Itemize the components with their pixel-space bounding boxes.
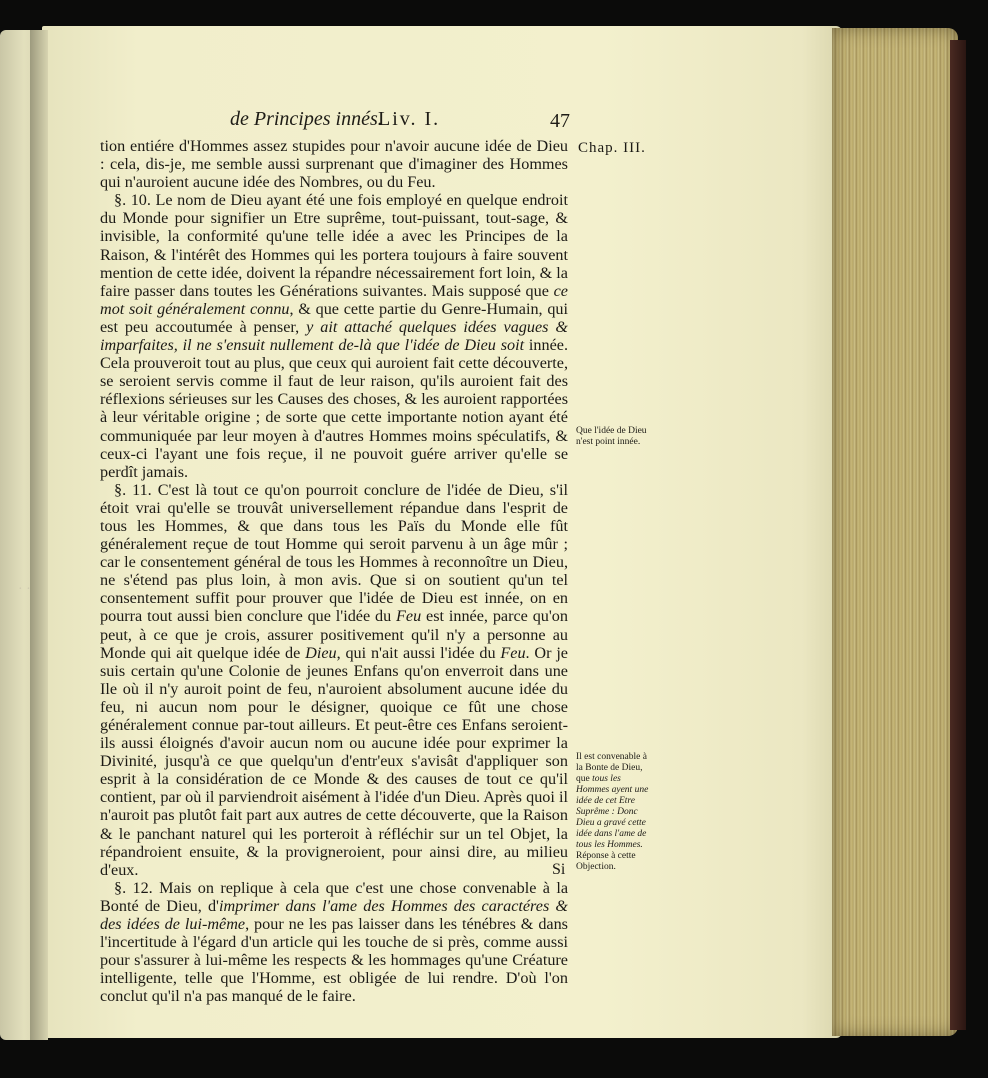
paragraph-section-11 bbox=[100, 481, 568, 879]
margin-note-text: Réponse à cette Objection. bbox=[576, 851, 636, 872]
italic-word: Dieu bbox=[305, 643, 337, 662]
paragraph-continued bbox=[100, 137, 568, 191]
chapter-label: Chap. III. bbox=[578, 140, 646, 156]
italic-phrase: ce mot soit généralement connu bbox=[100, 281, 568, 318]
paragraph-text: , pour ne les pas laisser dans les ténébres & dans l'incertitude à l'égard d'un article qui les touche de si près, comme aussi pour s'assurer à lui-même les respects & les hommages qu'une Créature intelligente, telle que l'Homme, est obligée de lui rendre. D'où l'on conclut qu'il n'a pas manqué de le faire. bbox=[100, 915, 568, 1006]
book-cover-edge bbox=[950, 40, 966, 1030]
paragraph-text: §. 12. Mais on replique à cela que c'est une chose convenable à la Bonté de Dieu, d' bbox=[100, 878, 568, 915]
paragraph-text: est innée, parce qu'on peut, à ce que je crois, assurer positivement qu'il n'y a personne au Monde qui ait quelque idée de bbox=[100, 607, 568, 662]
paragraph-section-10 bbox=[100, 191, 568, 481]
running-title: de Principes innés. bbox=[230, 108, 383, 130]
paragraph-text: tion entiére d'Hommes assez stupides pour n'avoir aucune idée de Dieu : cela, dis-je, me semble aussi surprenant que d'imaginer des Hommes qui n'auroient aucune idée des Nombres, ou du Feu. bbox=[100, 137, 568, 192]
margin-note-objection bbox=[576, 752, 654, 873]
paragraph-text: innée. Cela prouveroit tout au plus, que ceux qui auroient fait cette découverte, se seroient servis comme il faut de leur raison, qu'ils auroient fait des réflexions sérieuses sur les Causes des choses, & les auroient rapportées à leur véritable origine ; de sorte que cette importante notion ayant été communiquée par leur moyen à d'autres Hommes moins spéculatifs, & ceux-ci l'ayant une fois reçue, il ne pouvoit guére arriver qu'elle se perdît jamais. bbox=[100, 336, 569, 481]
page-number: 47 bbox=[550, 110, 570, 132]
page-fore-edge bbox=[832, 28, 958, 1036]
main-text-column bbox=[100, 137, 568, 1006]
margin-note-innate: Que l'idée de Dieu n'est point innée. bbox=[576, 426, 647, 447]
italic-phrase: y ait attaché quelques idées vagues & imparfaites, il ne s'ensuit nullement de-là que l'idée de Dieu soit bbox=[100, 317, 568, 355]
paragraph-text: , & que cette partie du Genre-Humain, qui est peu accoutumée à penser, bbox=[100, 299, 569, 336]
page-header bbox=[230, 108, 570, 134]
paragraph-section-12 bbox=[100, 879, 568, 1006]
italic-phrase: imprimer dans l'ame des Hommes des caractéres & des idées de lui-même bbox=[100, 896, 568, 934]
italic-word: Feu bbox=[396, 607, 422, 626]
margin-note-text: Il est convenable à la Bonte de Dieu, que bbox=[576, 752, 647, 784]
catchword: Si bbox=[552, 861, 566, 878]
paragraph-text: §. 10. Le nom de Dieu ayant été une fois employé en quelque endroit du Monde pour signifier un Etre suprême, tout-puissant, tout-sage, & invisible, la conformité qu'une telle idée a avec les Principes de la Raison, & l'intérêt des Hommes qui les portera toujours à faire souvent mention de cette idée, doivent la répandre nécessairement fort loin, & la faire passer dans toutes les Générations suivantes. Mais supposé que bbox=[100, 191, 568, 300]
paragraph-text: , qui n'ait aussi l'idée du bbox=[336, 643, 501, 662]
book-number: Liv. I. bbox=[378, 108, 441, 130]
binding-gutter bbox=[30, 30, 48, 1040]
paragraph-text: §. 11. C'est là tout ce qu'on pourroit conclure de l'idée de Dieu, s'il étoit vrai qu'elle se trouvât universellement répandue dans l'esprit de tous les Hommes, & que dans tous les Païs du Monde elle fût généralement reçue de tout Homme qui seroit parvenu à un âge mûr ; car le consentement général de tous les Hommes à reconnoître un Dieu, ne s'étend pas plus loin, à mon avis. Que si on soutient qu'un tel consentement suffit pour prouver que l'idée de Dieu est innée, on en pourra tout aussi bien conclure que l'idée du bbox=[100, 480, 568, 626]
italic-word: Feu bbox=[500, 643, 526, 662]
paragraph-text: . Or je suis certain qu'une Colonie de jeunes Enfans qu'on enverroit dans une Ile où il n'y auroit point de feu, n'auroient absolument aucune idée du feu, ni aucun nom pour le désigner, quoique ce fût une chose généralement connue par-tout ailleurs. Et peut-être ces Enfans seroient-ils aussi éloignés d'avoir aucun nom ou aucune idée pour exprimer la Divinité, jusqu'à ce que quelqu'un d'entr'eux s'avisât d'appliquer son esprit à la considération de ce Monde & des causes de tout ce qu'il contient, par où il parviendroit aisément à l'idée d'un Dieu. Après quoi il n'auroit pas plutôt fait part aux autres de cette découverte, que la Raison & le panchant naturel qui les porteroit à réfléchir sur un tel Objet, la répandroient ensuite, & la provigneroient, pour ainsi dire, au milieu d'eux. bbox=[100, 643, 568, 879]
margin-note-italic: tous les Hommes ayent une idée de cet Etre Suprême : Donc Dieu a gravé cette idée dans l'ame de tous les Hommes. bbox=[576, 774, 649, 850]
gutter-marks: · · bbox=[18, 582, 31, 597]
